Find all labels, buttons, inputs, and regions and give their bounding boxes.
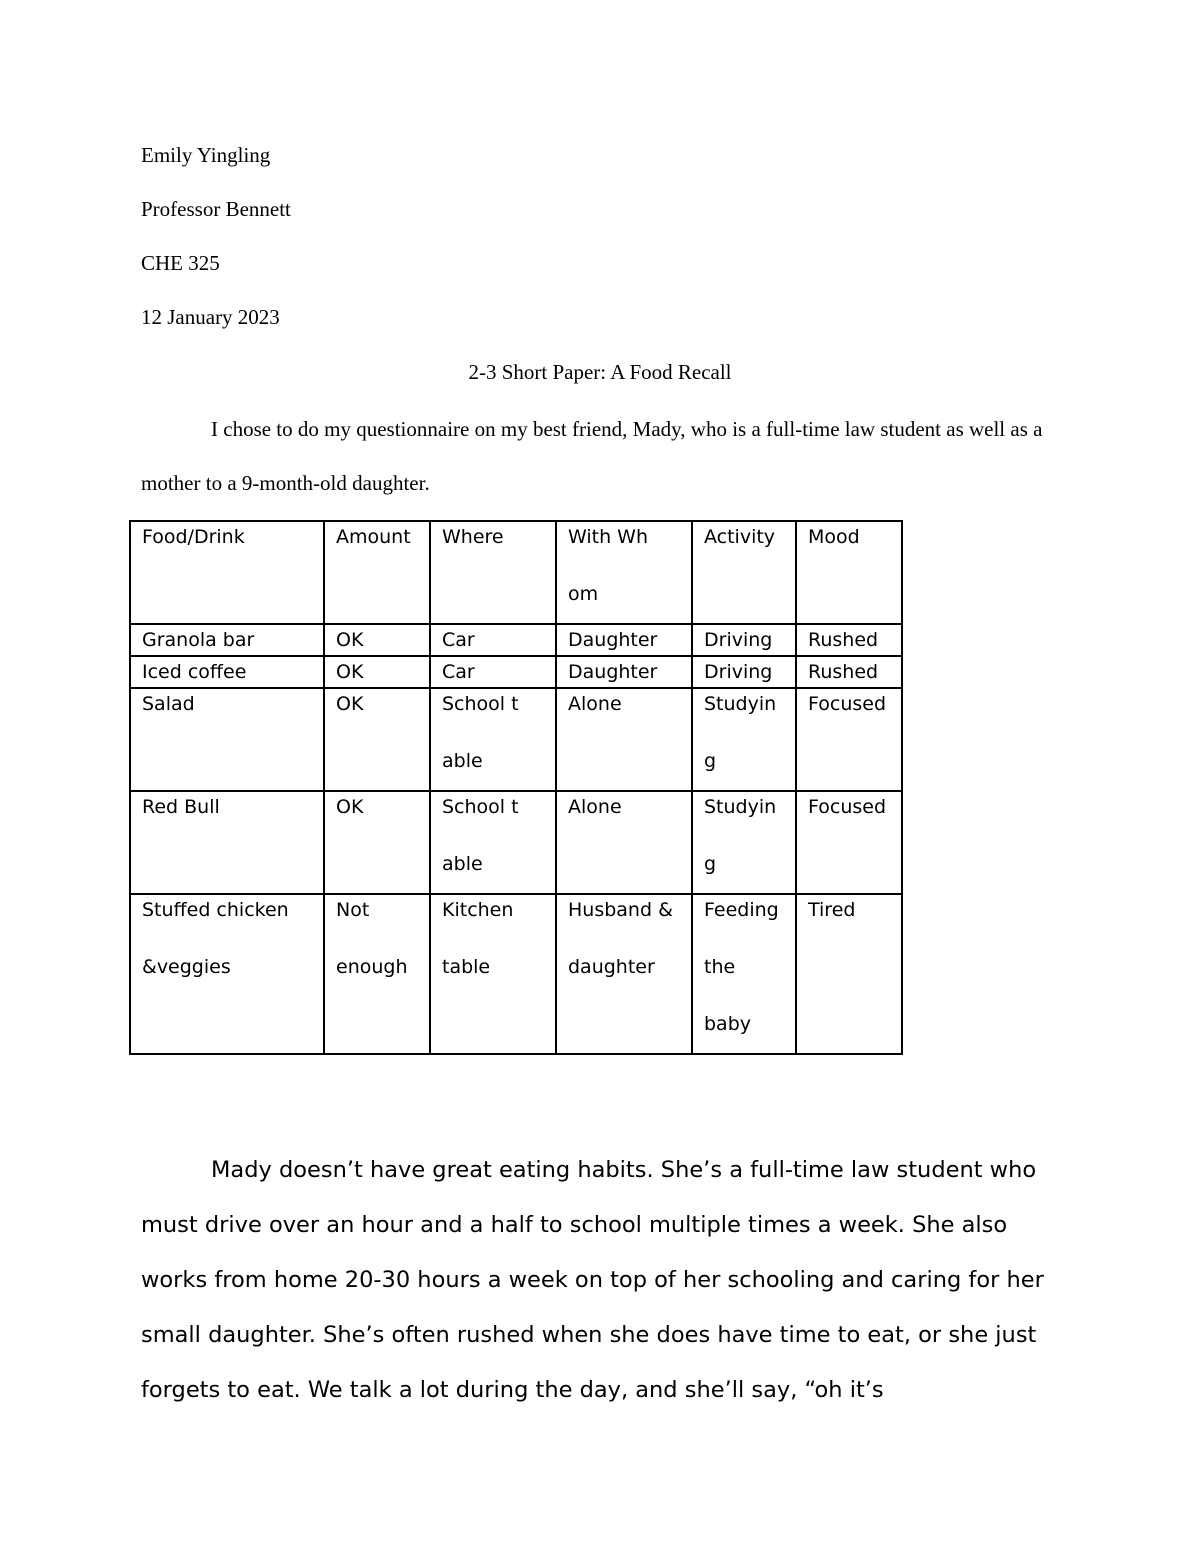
- table-cell: OK: [324, 688, 430, 791]
- intro-paragraph: I chose to do my questionnaire on my best friend, Mady, who is a full-time law student as well as a mother to a 9-month-old daughter.: [141, 417, 1043, 495]
- table-cell: Focused: [796, 791, 902, 894]
- table-cell: Granola bar: [130, 624, 324, 656]
- table-cell: Focused: [796, 688, 902, 791]
- table-cell: OK: [324, 656, 430, 688]
- column-header: Amount: [324, 521, 430, 624]
- table-row: [130, 791, 902, 894]
- table-cell: Not enough: [324, 894, 430, 1054]
- table-cell: Car: [430, 624, 556, 656]
- professor-name: Professor Bennett: [141, 197, 291, 221]
- paper-title: 2-3 Short Paper: A Food Recall: [468, 360, 732, 384]
- body-paragraph: Mady doesn’t have great eating habits. She’s a full-time law student who must drive over an hour and a half to school multiple times a week. She also works from home 20-30 hours a week on top of her schooling and caring for her small daughter. She’s often rushed when she does have time to eat, or she just forgets to eat. We talk a lot during the day, and she’ll say, “oh it’s: [141, 1157, 1044, 1403]
- table-cell: OK: [324, 791, 430, 894]
- table-cell: School table: [430, 791, 556, 894]
- table-cell: Rushed: [796, 656, 902, 688]
- column-header: Activity: [692, 521, 796, 624]
- table-cell: OK: [324, 624, 430, 656]
- column-header: Where: [430, 521, 556, 624]
- table-cell: Alone: [556, 688, 692, 791]
- table-cell: Kitchen table: [430, 894, 556, 1054]
- table-cell: Iced coffee: [130, 656, 324, 688]
- table-row: [130, 656, 902, 688]
- table-cell: Feeding the baby: [692, 894, 796, 1054]
- table-cell: Daughter: [556, 656, 692, 688]
- table-header-row: [130, 521, 902, 624]
- table-cell: Studying: [692, 688, 796, 791]
- column-header: Food/Drink: [130, 521, 324, 624]
- table-cell: Daughter: [556, 624, 692, 656]
- table-row: [130, 688, 902, 791]
- table-row: [130, 894, 902, 1054]
- table-cell: Stuffed chicken &veggies: [130, 894, 324, 1054]
- table-cell: School table: [430, 688, 556, 791]
- table-cell: Driving: [692, 624, 796, 656]
- table-cell: Alone: [556, 791, 692, 894]
- table-cell: Tired: [796, 894, 902, 1054]
- paper-date: 12 January 2023: [141, 305, 280, 329]
- author-name: Emily Yingling: [141, 143, 271, 167]
- table-cell: Husband & daughter: [556, 894, 692, 1054]
- table-cell: Driving: [692, 656, 796, 688]
- table-cell: Red Bull: [130, 791, 324, 894]
- table-cell: Salad: [130, 688, 324, 791]
- course-code: CHE 325: [141, 251, 220, 275]
- column-header: With Whom: [556, 521, 692, 624]
- table-cell: Car: [430, 656, 556, 688]
- table-row: [130, 624, 902, 656]
- table-cell: Studying: [692, 791, 796, 894]
- column-header: Mood: [796, 521, 902, 624]
- food-recall-table: [129, 520, 903, 1055]
- table-cell: Rushed: [796, 624, 902, 656]
